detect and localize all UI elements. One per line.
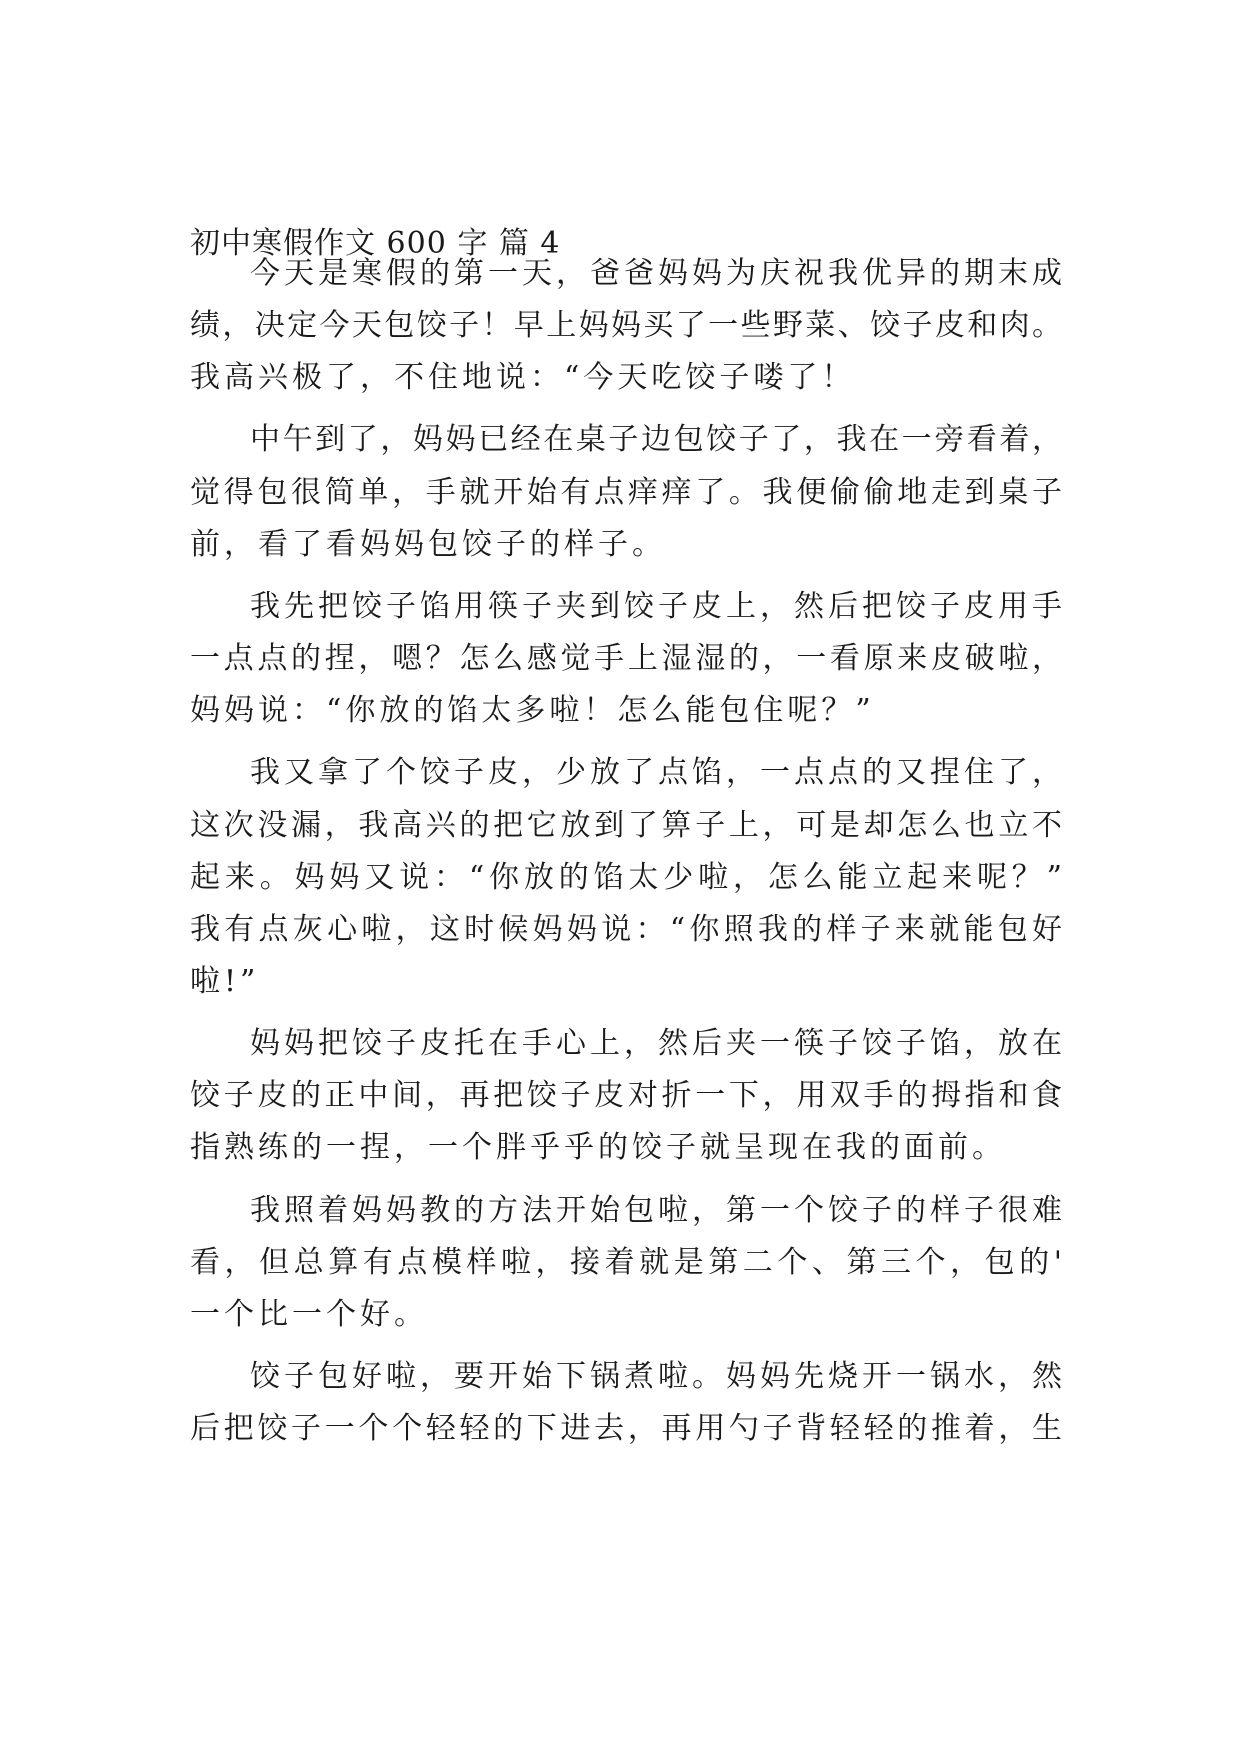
text-line: 我有点灰心啦，这时候妈妈说：“你照我的样子来就能包好 <box>190 912 1062 947</box>
text-line: 妈妈把饺子皮托在手心上，然后夹一筷子饺子馅，放在 <box>250 1026 1062 1061</box>
text-line: 饺子包好啦，要开始下锅煮啦。妈妈先烧开一锅水，然 <box>250 1359 1062 1394</box>
text-line: 我高兴极了，不住地说：“今天吃饺子喽了！ <box>190 360 856 395</box>
text-line: 一点点的捏，嗯？怎么感觉手上湿湿的，一看原来皮破啦， <box>190 641 1062 676</box>
text-line: 啦!” <box>190 964 260 999</box>
text-line: 中午到了，妈妈已经在桌子边包饺子了，我在一旁看着， <box>250 422 1062 457</box>
text-line: 今天是寒假的第一天，爸爸妈妈为庆祝我优异的期末成 <box>250 256 1062 291</box>
text-line: 指熟练的一捏，一个胖乎乎的饺子就呈现在我的面前。 <box>190 1130 1006 1165</box>
text-line: 后把饺子一个个轻轻的下进去，再用勺子背轻轻的推着，生 <box>190 1411 1062 1446</box>
text-line: 这次没漏，我高兴的把它放到了箅子上，可是却怎么也立不 <box>190 808 1062 843</box>
text-line: 饺子皮的正中间，再把饺子皮对折一下，用双手的拇指和食 <box>190 1078 1062 1113</box>
text-line: 起来。妈妈又说：“你放的馅太少啦，怎么能立起来呢？” <box>190 860 1062 895</box>
text-line: 一个比一个好。 <box>190 1297 428 1332</box>
text-line: 我照着妈妈教的方法开始包啦，第一个饺子的样子很难 <box>250 1193 1062 1228</box>
text-line: 看，但总算有点模样啦，接着就是第二个、第三个，包的' <box>190 1245 1062 1280</box>
text-line: 绩，决定今天包饺子！早上妈妈买了一些野菜、饺子皮和肉。 <box>190 308 1062 343</box>
text-line: 妈妈说：“你放的馅太多啦！怎么能包住呢？” <box>190 693 875 728</box>
text-line: 前，看了看妈妈包饺子的样子。 <box>190 527 666 562</box>
text-line: 我先把饺子馅用筷子夹到饺子皮上，然后把饺子皮用手 <box>250 589 1062 624</box>
essay-title: 初中寒假作文 600 字 篇 4 <box>190 226 561 261</box>
text-line: 我又拿了个饺子皮，少放了点馅，一点点的又捏住了， <box>250 755 1062 790</box>
text-line: 觉得包很简单，手就开始有点痒痒了。我便偷偷地走到桌子 <box>190 475 1062 510</box>
